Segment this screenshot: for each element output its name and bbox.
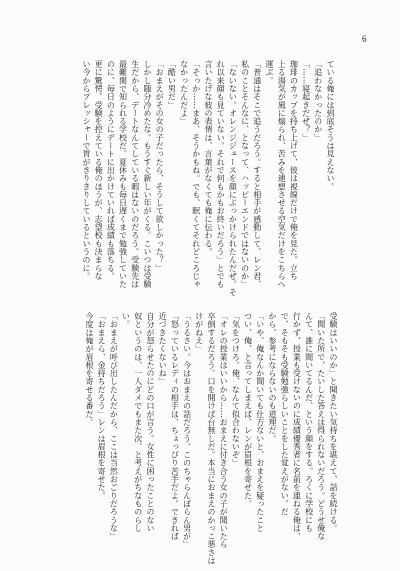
text-column: ている俺には到底そうは見えない。 bbox=[326, 60, 335, 191]
text-column: 近づきたくないね」 bbox=[158, 312, 168, 386]
text-column: 運ぶ。 bbox=[264, 60, 274, 85]
text-column: 最難関で知られる学校だ。夏休みも毎日遅くまで勉強していた bbox=[118, 60, 128, 289]
text-column: しかし随分冷めたな。もうすぐ新しい年がくる。こいつは受験 bbox=[142, 60, 152, 289]
text-column: 「酷い男だ」 bbox=[167, 60, 177, 109]
text-column: 「おまえら、金持ちだろう」レンは眉根を寄せた。 bbox=[97, 312, 107, 500]
text-column: 「おまえが呼び出したんだから、ここは当然おごりだろうな」 bbox=[109, 312, 119, 541]
text-column: 「……寝起きだぜ？」 bbox=[301, 60, 311, 142]
page-number: 6 bbox=[362, 34, 367, 44]
text-column: 卒倒するだろう。口を開けば台無しだ。本当におまえのかっこ悪さは bbox=[206, 312, 216, 565]
text-column: 生だから、デートなんてしている暇はないのだろう。受験先は bbox=[130, 60, 140, 289]
text-column: 受験はいいのか」と聞きたい気持ちを堪えて、話を続ける。 bbox=[329, 312, 338, 533]
text-column: で、そもそも受験勉強らしいことをした覚えがない。だ bbox=[280, 312, 290, 516]
text-column: 「普通はそこで追うだろう。すると相手が感動して、レン君、 bbox=[252, 60, 262, 289]
text-column: 「追わなかったのか」 bbox=[313, 60, 323, 142]
text-column: 自分が怒らせたのにどの口が言う。女性に困ったことのない bbox=[145, 312, 155, 533]
text-column: 珈琲のカップを持ち上げて、彼は視線だけで俺を見た。立ち bbox=[289, 60, 299, 281]
text-column: なかったんだよ」 bbox=[179, 60, 189, 126]
text-column: い。 bbox=[121, 312, 131, 329]
text-column: けがねえ」 bbox=[194, 312, 204, 353]
text-column: 今度は俺が眉根を寄せる番だ。 bbox=[84, 312, 94, 427]
text-column: 奴というのは、一人ダメでもまた次、と考えがちなものらし bbox=[133, 312, 143, 533]
text-column: 「聞いた所で、たいした答えは得られないだろう。どうせ俺な bbox=[316, 312, 326, 541]
text-column: れ以来顔も見ていない。それで何もかもお終いだろう」とでも bbox=[216, 60, 226, 289]
text-column: から、参考にならないのも道理だ。 bbox=[267, 312, 277, 443]
text-column: 「気をつけろ。俺、なんて似合わないぞ」 bbox=[231, 312, 241, 467]
text-column: 「そっか……まあ、そうかもね。でも、眠くてそれどころじゃ bbox=[191, 60, 201, 289]
text-column: 「怒っているレディの相手は、ちょっぴり苦手だよ。できれば bbox=[170, 312, 180, 541]
text-column: つい、俺、と言ってしまえば、レンが眉根を寄せた。 bbox=[243, 312, 253, 508]
text-column: 「オレの授業はいいから……おまえに付き合う女の子が聞いたら bbox=[219, 312, 229, 549]
upper-text-block bbox=[80, 60, 336, 300]
text-column: 私のことそんなに、となって、ハッピーエンドではないのか」 bbox=[240, 60, 250, 289]
text-column: 上る湯気が風に煽られ、苦みを連想させる空気だけをこちらへ bbox=[277, 60, 287, 289]
lower-text-block bbox=[83, 312, 339, 565]
text-column: 言いたげな彼の表情は、言葉がなくても俺に伝わる。 bbox=[203, 60, 213, 256]
text-column: 「ないない。オレンジジュースを顔にぶっかけられたんだぜ。そ bbox=[228, 60, 238, 297]
text-column: 「おまえがその女の子だったら、そうして欲しかった？」 bbox=[155, 60, 165, 272]
text-column: 「いや、俺なんか聞いても仕方ないと、おまえを疑ったこと bbox=[255, 312, 265, 533]
text-column: 更に驚愕。受験を控えている俺のほうが、志望校も決まらな bbox=[94, 60, 104, 281]
text-column: い今からプレッシャーで胃がきりきりしているというのに。 bbox=[81, 60, 91, 281]
text-column: のに、毎日のようにデートに出かけていれば成績も落ちる。 bbox=[106, 60, 116, 281]
text-column: 「うるさい。今はおまえの話だろう。このちゃらんぽらん男が」 bbox=[182, 312, 192, 549]
text-column: んて、誰に聞いてるんだ、という顔をする。ろくに学校にも bbox=[304, 312, 314, 533]
text-column: 行かず、授業も受けないのに成績優秀者に名前を連ねる俺は、 bbox=[292, 312, 302, 541]
